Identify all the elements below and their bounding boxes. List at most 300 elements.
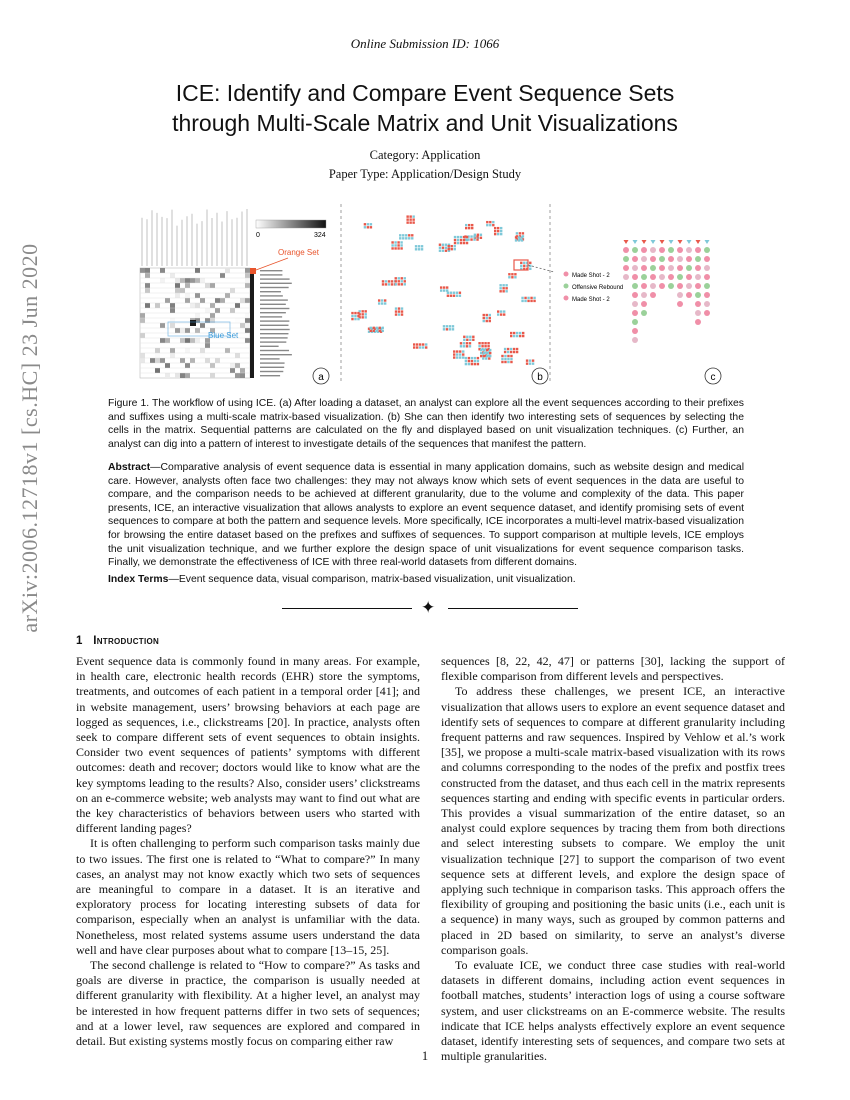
matrix-cell [185, 363, 190, 368]
unit-cluster [453, 350, 464, 358]
unit-glyph [400, 247, 402, 249]
unit-cluster [382, 280, 396, 285]
row-label-placeholder [260, 304, 286, 305]
unit-glyph [465, 224, 467, 226]
unit-glyph [527, 297, 529, 299]
unit-glyph [361, 310, 363, 312]
unit-glyph [473, 235, 475, 237]
event-dot [677, 283, 683, 289]
abstract-label: Abstract [108, 462, 151, 473]
matrix-cell [170, 353, 175, 358]
unit-glyph [470, 235, 472, 237]
section-heading [76, 635, 159, 647]
unit-glyph [448, 248, 450, 250]
unit-glyph [413, 343, 415, 345]
event-dot [677, 301, 683, 307]
unit-glyph [398, 277, 400, 279]
unit-glyph [364, 226, 366, 228]
unit-glyph [416, 343, 418, 345]
unit-glyph [453, 353, 455, 355]
unit-glyph [401, 310, 403, 312]
unit-glyph [447, 295, 449, 297]
matrix-cell [220, 298, 225, 303]
unit-glyph [532, 362, 534, 364]
matrix-cell [245, 338, 250, 343]
unit-glyph [456, 295, 458, 297]
unit-glyph [382, 327, 384, 329]
event-dot [686, 265, 692, 271]
matrix-cell [145, 273, 150, 278]
event-dot [641, 256, 647, 262]
unit-glyph [466, 239, 468, 241]
unit-glyph [406, 221, 408, 223]
unit-cluster [447, 292, 461, 297]
event-dot [704, 247, 710, 253]
unit-glyph [529, 268, 531, 270]
unit-glyph [497, 227, 499, 229]
matrix-cell [240, 298, 245, 303]
matrix-cell [225, 293, 230, 298]
unit-glyph [466, 339, 468, 341]
unit-glyph [522, 232, 524, 234]
blue-set-label: Blue Set [208, 331, 239, 340]
unit-glyph [450, 295, 452, 297]
event-dot [641, 247, 647, 253]
unit-glyph [376, 327, 378, 329]
matrix-cell [180, 373, 185, 378]
unit-glyph [408, 237, 410, 239]
unit-glyph [519, 335, 521, 337]
unit-glyph [500, 227, 502, 229]
unit-glyph [499, 284, 501, 286]
event-dot [686, 292, 692, 298]
unit-glyph [399, 234, 401, 236]
unit-glyph [463, 339, 465, 341]
unit-glyph [400, 241, 402, 243]
event-dot [659, 265, 665, 271]
unit-glyph [453, 295, 455, 297]
unit-glyph [445, 250, 447, 252]
unit-glyph [364, 316, 366, 318]
unit-glyph [412, 218, 414, 220]
unit-glyph [456, 350, 458, 352]
unit-glyph [354, 318, 356, 320]
unit-glyph [446, 289, 448, 291]
panel-b-label: b [537, 372, 543, 383]
unit-glyph [463, 239, 465, 241]
unit-glyph [520, 262, 522, 264]
matrix-cell [210, 283, 215, 288]
matrix-cell [175, 278, 180, 283]
matrix-cell [235, 318, 240, 323]
unit-glyph [395, 313, 397, 315]
unit-glyph [379, 327, 381, 329]
unit-cluster [358, 310, 366, 318]
unit-glyph [397, 247, 399, 249]
matrix-cell [175, 328, 180, 333]
matrix-cell [140, 313, 145, 318]
unit-glyph [505, 290, 507, 292]
matrix-cell [140, 358, 145, 363]
event-dot [704, 265, 710, 271]
unit-glyph [413, 346, 415, 348]
unit-glyph [447, 292, 449, 294]
unit-glyph [474, 363, 476, 365]
direction-marker [624, 240, 629, 244]
matrix-cell [240, 373, 245, 378]
unit-glyph [478, 345, 480, 347]
event-dot [686, 283, 692, 289]
event-dot [632, 256, 638, 262]
matrix-cell [180, 288, 185, 293]
unit-glyph [462, 353, 464, 355]
unit-glyph [466, 236, 468, 238]
abstract [108, 461, 744, 570]
unit-glyph [530, 300, 532, 302]
unit-glyph [408, 234, 410, 236]
unit-glyph [379, 330, 381, 332]
matrix-cell [215, 358, 220, 363]
matrix-cell [170, 323, 175, 328]
unit-glyph [483, 320, 485, 322]
matrix-cell [200, 323, 205, 328]
unit-cluster [521, 297, 535, 302]
event-dot [677, 265, 683, 271]
colorbar-max-label: 324 [314, 232, 326, 239]
matrix-cell [165, 298, 170, 303]
direction-marker [687, 240, 692, 244]
unit-glyph [357, 312, 359, 314]
unit-glyph [469, 342, 471, 344]
unit-glyph [504, 355, 506, 357]
unit-glyph [449, 328, 451, 330]
unit-cluster [440, 286, 448, 291]
unit-glyph [504, 361, 506, 363]
unit-glyph [411, 237, 413, 239]
index-terms [108, 573, 744, 587]
matrix-cell [190, 278, 195, 283]
row-label-placeholder [260, 375, 280, 376]
category: Category: Application [369, 148, 481, 162]
unit-glyph [466, 336, 468, 338]
matrix-cell [160, 268, 165, 273]
event-dot [695, 247, 701, 253]
row-label-placeholder [260, 295, 283, 296]
unit-glyph [507, 351, 509, 353]
unit-cluster [504, 348, 518, 353]
index-terms-label: Index Terms [108, 574, 169, 585]
matrix-cell [170, 308, 175, 313]
unit-glyph [473, 238, 475, 240]
unit-glyph [395, 277, 397, 279]
unit-glyph [439, 247, 441, 249]
direction-marker [696, 240, 701, 244]
unit-glyph [361, 313, 363, 315]
unit-glyph [459, 292, 461, 294]
event-dot [650, 283, 656, 289]
unit-glyph [460, 239, 462, 241]
matrix-cell [160, 323, 165, 328]
arxiv-stamp: arXiv:2006.12718v1 [cs.HC] 23 Jun 2020 [17, 243, 42, 633]
unit-cluster [508, 273, 516, 278]
unit-glyph [515, 236, 517, 238]
unit-glyph [381, 299, 383, 301]
matrix-cell [175, 288, 180, 293]
event-dot [659, 256, 665, 262]
unit-glyph [514, 273, 516, 275]
unit-glyph [376, 330, 378, 332]
matrix-cell [195, 313, 200, 318]
unit-glyph [457, 239, 459, 241]
event-dot [641, 265, 647, 271]
event-dot [695, 310, 701, 316]
unit-glyph [492, 221, 494, 223]
unit-glyph [519, 232, 521, 234]
unit-cluster [463, 336, 474, 341]
unit-glyph [500, 310, 502, 312]
unit-glyph [370, 327, 372, 329]
unit-glyph [459, 356, 461, 358]
unit-glyph [500, 233, 502, 235]
unit-glyph [485, 357, 487, 359]
row-label-placeholder [260, 278, 290, 279]
panel-b-unit-clusters [351, 215, 554, 384]
event-dot [632, 337, 638, 343]
unit-glyph [398, 283, 400, 285]
unit-glyph [462, 350, 464, 352]
unit-glyph [533, 297, 535, 299]
unit-glyph [468, 357, 470, 359]
unit-glyph [440, 289, 442, 291]
matrix-cell [245, 313, 250, 318]
matrix-cell [225, 268, 230, 273]
matrix-cell [155, 358, 160, 363]
row-label-placeholder [260, 308, 289, 309]
event-dot [704, 256, 710, 262]
event-dot [704, 292, 710, 298]
matrix-cell [175, 373, 180, 378]
unit-glyph [460, 242, 462, 244]
unit-glyph [457, 236, 459, 238]
unit-glyph [415, 248, 417, 250]
unit-glyph [505, 287, 507, 289]
event-dot [650, 265, 656, 271]
matrix-cell [195, 278, 200, 283]
matrix-cell [165, 363, 170, 368]
event-dot [695, 274, 701, 280]
unit-glyph [471, 363, 473, 365]
title-line-2: through Multi-Scale Matrix and Unit Visualizations [172, 110, 678, 136]
unit-glyph [378, 302, 380, 304]
unit-glyph [373, 330, 375, 332]
event-dot [632, 247, 638, 253]
event-dot [695, 319, 701, 325]
matrix-cell [145, 283, 150, 288]
event-dot [695, 283, 701, 289]
unit-glyph [357, 315, 359, 317]
matrix-cell [240, 323, 245, 328]
direction-marker [651, 240, 656, 244]
unit-glyph [480, 355, 482, 357]
unit-glyph [394, 241, 396, 243]
unit-glyph [486, 314, 488, 316]
event-dot [677, 292, 683, 298]
matrix-cell [195, 293, 200, 298]
unit-glyph [370, 330, 372, 332]
unit-glyph [516, 335, 518, 337]
row-label-placeholder [260, 325, 289, 326]
matrix-cell [155, 303, 160, 308]
unit-glyph [510, 351, 512, 353]
unit-glyph [425, 343, 427, 345]
unit-glyph [484, 345, 486, 347]
unit-glyph [500, 230, 502, 232]
unit-glyph [388, 283, 390, 285]
unit-glyph [398, 280, 400, 282]
figure-caption: Figure 1. The workflow of using ICE. (a) After loading a dataset, an analyst can explore all the event sequences according to their prefixes and suffixes using a multi-scale matrix-based visualization. (b) She can then identify two interesting sets of sequences by selecting the cells in the matrix. Sequential patterns are calculated on the fly and displayed based on unit visualization techniques. (c) Further, an analyst can dig into a pattern of interest to investigate details of the sequences that manifest the pattern. [108, 398, 744, 450]
unit-glyph [463, 242, 465, 244]
unit-glyph [502, 290, 504, 292]
unit-cluster [526, 359, 534, 364]
unit-cluster [494, 227, 502, 235]
unit-glyph [382, 283, 384, 285]
matrix-cell [185, 298, 190, 303]
unit-glyph [378, 299, 380, 301]
paragraph: Event sequence data is commonly found in many areas. For example, in health care, electronic health records (EHR) store the symptoms, treatments, and outcomes of each patient in a temporal order [41]; and in website management, users’ browsing behaviors at each page are logged as sequences, i.e., clickstreams [20]. In practice, analysts often seek to compare different sets of event sequences to obtain insights. Consider two event sequences of patients’ symptoms with different outcomes: death and recover; doctors would like to know what are the key symptoms leading to the results? Also, consider users’ clickstreams on an e-commerce website; web analysts may want to find out what are the key characteristics of behaviors between users who started with different landing pages? [76, 654, 420, 836]
event-dot [623, 256, 629, 262]
matrix-cell [185, 283, 190, 288]
unit-glyph [480, 234, 482, 236]
event-dot [677, 247, 683, 253]
unit-glyph [384, 299, 386, 301]
pattern-label-2: Offensive Rebound [572, 285, 624, 291]
event-dot [668, 274, 674, 280]
abstract-text: —Comparative analysis of event sequence data is essential in many application domains, such as website design and medical care. However, analysts often face two challenges: they may not always know which sets of event sequences in the data are useful to compare, and the comparison needs to be achieved at different granularity, due to the volume and complexity of the data. This paper presents, ICE, an interactive visualization that allows analysts to explore an event sequence dataset, and identify promising sets of event sequences to compare at both the pattern and sequence levels. More specifically, ICE incorporates a multi-level matrix-based visualization for browsing the entire dataset based on the prefixes and suffixes of sequences. To support comparison at multiple levels, ICE employs the unit visualization technique, and we further explore the design space of unit visualizations for event sequence comparison tasks. Finally, we demonstrate the effectiveness of ICE with three real-world datasets from different domains. [108, 462, 744, 569]
event-dot [659, 274, 665, 280]
unit-glyph [486, 355, 488, 357]
event-dot [632, 319, 638, 325]
event-dot [650, 274, 656, 280]
unit-glyph [497, 230, 499, 232]
unit-glyph [405, 237, 407, 239]
unit-glyph [401, 283, 403, 285]
unit-glyph [486, 349, 488, 351]
matrix-cell [210, 373, 215, 378]
event-dot [686, 274, 692, 280]
unit-glyph [519, 332, 521, 334]
unit-cluster [395, 307, 403, 315]
unit-glyph [488, 357, 490, 359]
matrix-cell [175, 283, 180, 288]
unit-glyph [513, 335, 515, 337]
unit-glyph [462, 356, 464, 358]
event-dot [632, 265, 638, 271]
unit-glyph [532, 359, 534, 361]
unit-glyph [505, 284, 507, 286]
unit-glyph [402, 237, 404, 239]
unit-glyph [510, 361, 512, 363]
event-dot [632, 274, 638, 280]
unit-glyph [483, 352, 485, 354]
unit-glyph [504, 351, 506, 353]
unit-glyph [474, 357, 476, 359]
unit-glyph [445, 247, 447, 249]
unit-glyph [398, 310, 400, 312]
unit-glyph [516, 348, 518, 350]
unit-glyph [405, 234, 407, 236]
matrix-cell [240, 368, 245, 373]
unit-glyph [440, 286, 442, 288]
event-dot [632, 283, 638, 289]
unit-glyph [520, 265, 522, 267]
unit-cluster [395, 277, 406, 285]
panel-a-label: a [318, 372, 324, 383]
row-label-placeholder [260, 346, 279, 347]
colorbar-min-label: 0 [256, 232, 260, 239]
unit-glyph [521, 236, 523, 238]
unit-cluster [497, 310, 505, 315]
unit-glyph [501, 358, 503, 360]
unit-glyph [523, 265, 525, 267]
unit-glyph [478, 342, 480, 344]
unit-glyph [457, 242, 459, 244]
unit-glyph [398, 313, 400, 315]
matrix-cell [145, 303, 150, 308]
right-column [441, 654, 785, 1064]
matrix-cell [195, 268, 200, 273]
unit-glyph [402, 234, 404, 236]
unit-glyph [443, 289, 445, 291]
unit-glyph [418, 248, 420, 250]
matrix-cell [185, 373, 190, 378]
event-dot [623, 274, 629, 280]
unit-glyph [463, 342, 465, 344]
unit-glyph [480, 237, 482, 239]
matrix-cell [190, 303, 195, 308]
unit-glyph [489, 352, 491, 354]
unit-glyph [529, 262, 531, 264]
unit-glyph [477, 360, 479, 362]
unit-glyph [412, 221, 414, 223]
event-dot [668, 256, 674, 262]
unit-glyph [469, 336, 471, 338]
unit-glyph [489, 320, 491, 322]
unit-glyph [351, 312, 353, 314]
row-label-placeholder [260, 337, 288, 338]
unit-glyph [472, 336, 474, 338]
unit-glyph [511, 276, 513, 278]
row-label-placeholder [260, 274, 282, 275]
unit-glyph [451, 248, 453, 250]
unit-cluster [351, 312, 359, 320]
matrix-cell [165, 373, 170, 378]
unit-glyph [391, 283, 393, 285]
unit-glyph [469, 339, 471, 341]
event-dot [641, 283, 647, 289]
matrix-cell [230, 308, 235, 313]
unit-cluster [443, 325, 454, 330]
matrix-cell [205, 358, 210, 363]
teaser-figure [138, 200, 752, 386]
unit-glyph [471, 224, 473, 226]
event-dot [704, 301, 710, 307]
unit-glyph [497, 310, 499, 312]
matrix-cell [155, 368, 160, 373]
unit-cluster [413, 343, 427, 348]
page-number: 1 [421, 1049, 429, 1063]
matrix-cell [150, 358, 155, 363]
direction-marker [660, 240, 665, 244]
